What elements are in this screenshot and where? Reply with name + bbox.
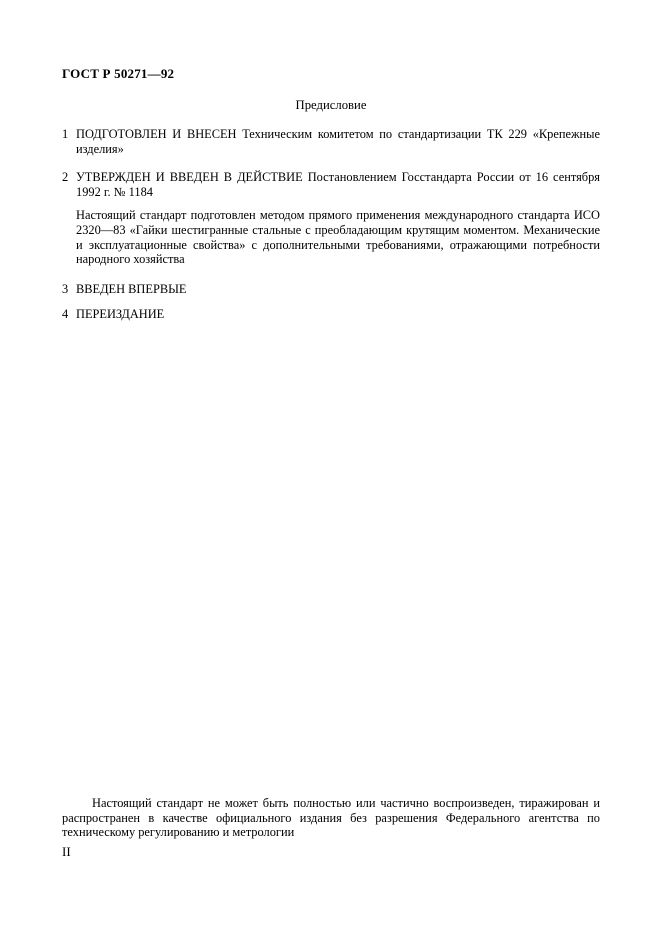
standard-designation: ГОСТ Р 50271—92 — [62, 66, 175, 81]
item-text: ПОДГОТОВЛЕН И ВНЕСЕН Техническим комитетом по стандартизации ТК 229 «Крепежные изделия» — [76, 127, 600, 156]
list-item — [62, 307, 600, 322]
application-note: Настоящий стандарт подготовлен методом прямого применения международного стандарта ИСО 2320—83 «Гайки шестигранные стальные с преобладающим крутящим моментом. Механические и эксплуатационные свойства» с дополнительными требованиями, отражающими потребности народного хозяйства — [76, 208, 600, 267]
list-item — [62, 127, 600, 156]
copyright-notice: Настоящий стандарт не может быть полностью или частично воспроизведен, тиражирован и распространен в качестве официального издания без разрешения Федерального агентства по техническому регулированию и метрологии — [62, 796, 600, 840]
list-item — [62, 282, 600, 297]
item-number: 2 — [62, 170, 69, 185]
item-text: ВВЕДЕН ВПЕРВЫЕ — [76, 281, 187, 296]
item-number: 1 — [62, 127, 69, 141]
page-title: Предисловие — [295, 98, 367, 112]
item-number: 3 — [62, 281, 69, 296]
item-number: 4 — [62, 307, 69, 322]
item-text: УТВЕРЖДЕН И ВВЕДЕН В ДЕЙСТВИЕ Постановлением Госстандарта России от 16 сентября 1992 г. № 1184 — [76, 170, 600, 199]
item-text: ПЕРЕИЗДАНИЕ — [76, 307, 165, 322]
page-content — [0, 0, 661, 322]
page-number: II — [62, 844, 71, 859]
list-item — [62, 170, 600, 199]
